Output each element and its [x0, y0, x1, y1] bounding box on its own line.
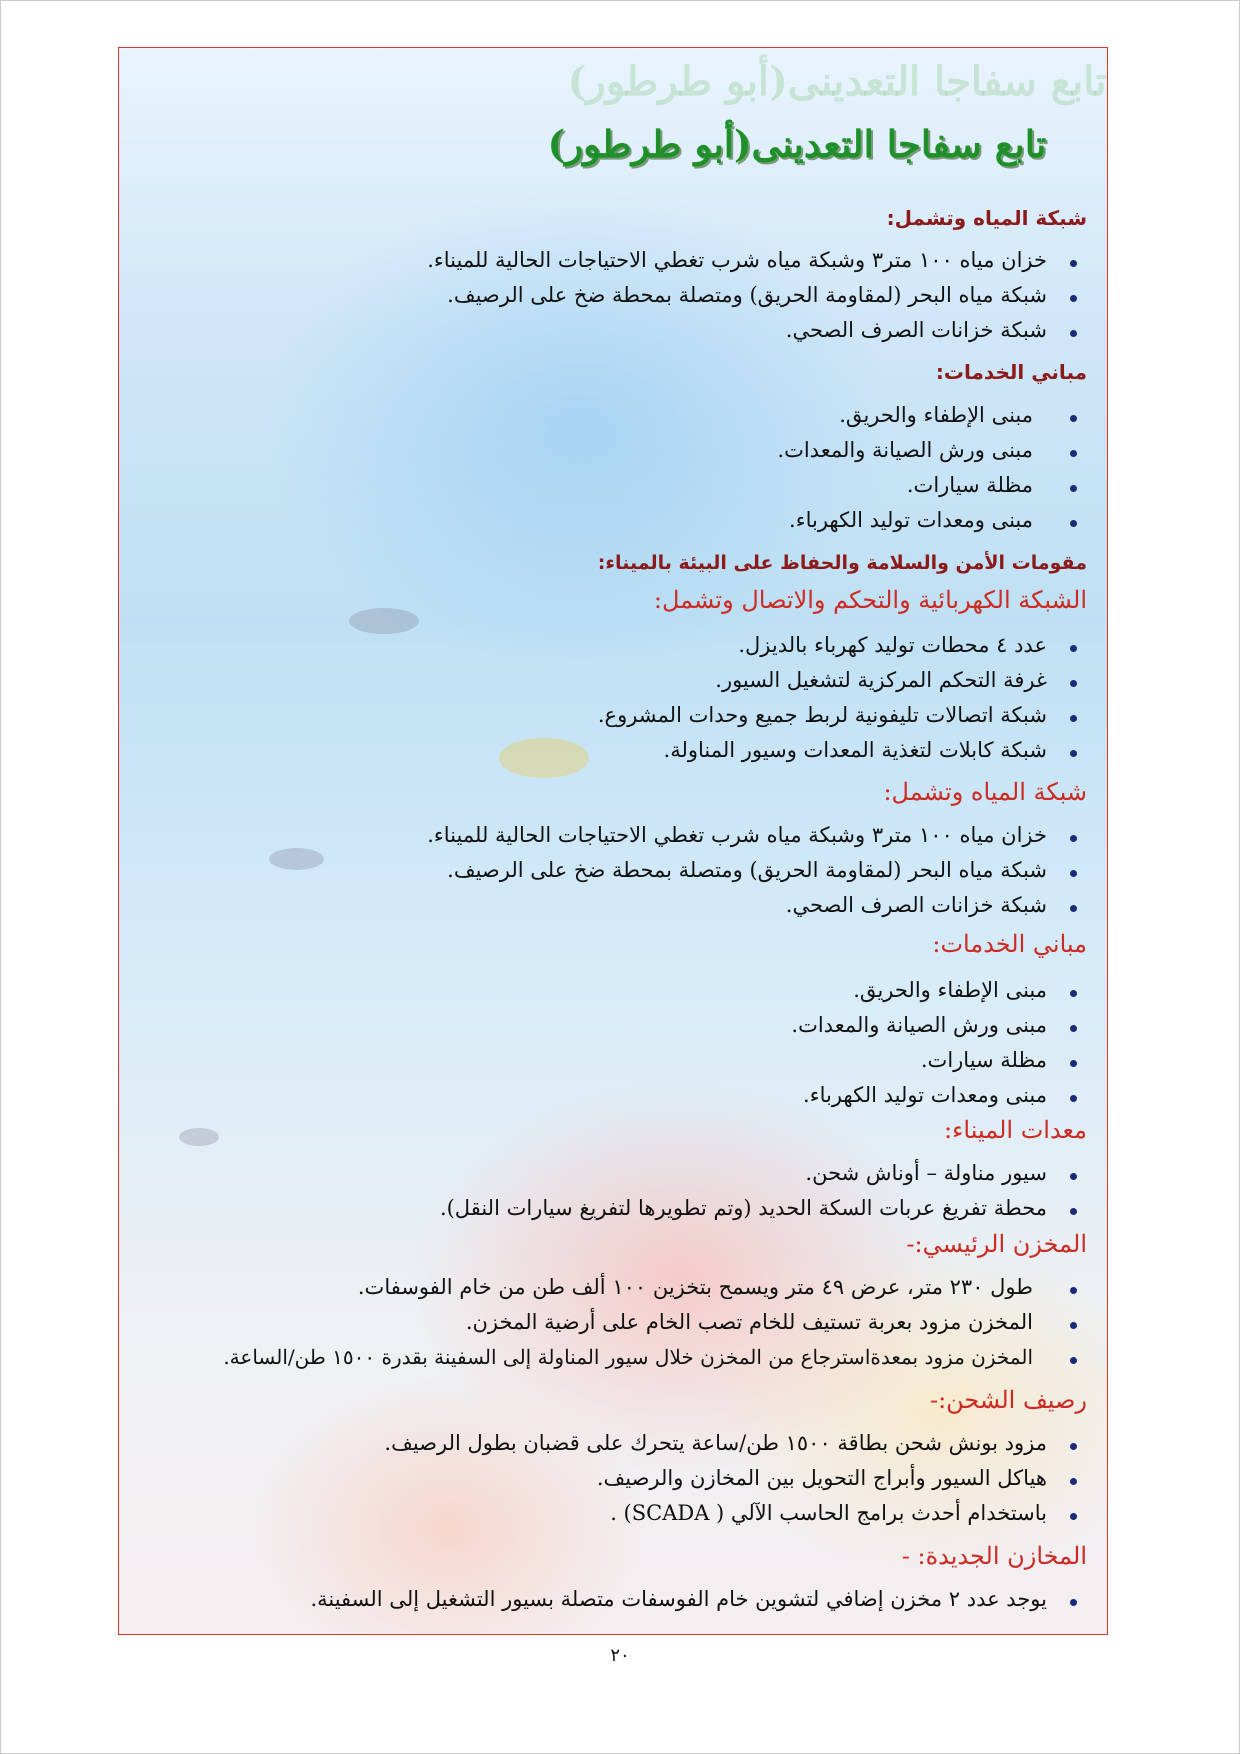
section-heading-safety: مقومات الأمن والسلامة والحفاظ على البيئة بالميناء:	[597, 552, 1087, 574]
section-heading-loading-quay: رصيف الشحن:-	[929, 1386, 1087, 1414]
list-item: يوجد عدد ٢ مخزن إضافي لتشوين خام الفوسفات متصلة بسيور التشغيل إلى السفينة.	[310, 1582, 1077, 1617]
list-item: غرفة التحكم المركزية لتشغيل السيور.	[598, 663, 1077, 698]
list-item: شبكة كابلات لتغذية المعدات وسيور المناولة.	[598, 733, 1077, 768]
list-item: هياكل السيور وأبراج التحويل بين المخازن والرصيف.	[384, 1461, 1077, 1496]
document-body	[119, 48, 1107, 1634]
section-heading-electrical-network: الشبكة الكهربائية والتحكم والاتصال وتشمل:	[653, 586, 1087, 614]
list-item: مبنى ورش الصيانة والمعدات.	[777, 433, 1077, 468]
list-item: خزان مياه ١٠٠ متر٣ وشبكة مياه شرب تغطي الاحتياجات الحالية للميناء.	[427, 243, 1077, 278]
list-item: المخزن مزود بمعدةاسترجاع من المخزن خلال سيور المناولة إلى السفينة بقدرة ١٥٠٠ طن/الساعة.	[223, 1340, 1077, 1375]
section-heading-service-buildings-2: مباني الخدمات:	[932, 930, 1087, 958]
section-heading-service-buildings: مباني الخدمات:	[935, 360, 1087, 384]
list-item: مزود بونش شحن بطاقة ١٥٠٠ طن/ساعة يتحرك على قضبان بطول الرصيف.	[384, 1426, 1077, 1461]
service-buildings-list	[777, 398, 1077, 538]
page-title: تابع سفاجا التعدينى(أبو طرطور)	[547, 122, 1047, 166]
content-frame	[118, 47, 1108, 1635]
list-item: مبنى الإطفاء والحريق.	[791, 973, 1077, 1008]
list-item: عدد ٤ محطات توليد كهرباء بالديزل.	[598, 628, 1077, 663]
list-item: محطة تفريغ عربات السكة الحديد (وتم تطويرها لتفريغ سيارات النقل).	[440, 1191, 1077, 1226]
port-equipment-list	[440, 1156, 1077, 1226]
section-heading-water-network-2: شبكة المياه وتشمل:	[883, 778, 1087, 806]
list-item: خزان مياه ١٠٠ متر٣ وشبكة مياه شرب تغطي الاحتياجات الحالية للميناء.	[427, 818, 1077, 853]
main-warehouse-list	[223, 1270, 1077, 1375]
electrical-network-list	[598, 628, 1077, 768]
list-item: طول ٢٣٠ متر، عرض ٤٩ متر ويسمح بتخزين ١٠٠ ألف طن من خام الفوسفات.	[223, 1270, 1077, 1305]
section-heading-main-warehouse: المخزن الرئيسي:-	[906, 1230, 1087, 1258]
water-network-list-2	[427, 818, 1077, 923]
list-item: سيور مناولة – أوناش شحن.	[440, 1156, 1077, 1191]
list-item: شبكة اتصالات تليفونية لربط جميع وحدات المشروع.	[598, 698, 1077, 733]
list-item: مبنى ومعدات توليد الكهرباء.	[777, 503, 1077, 538]
list-item: شبكة خزانات الصرف الصحي.	[427, 888, 1077, 923]
list-item: المخزن مزود بعربة تستيف للخام تصب الخام على أرضية المخزن.	[223, 1305, 1077, 1340]
list-item: شبكة خزانات الصرف الصحي.	[427, 313, 1077, 348]
list-item: مبنى ومعدات توليد الكهرباء.	[791, 1078, 1077, 1113]
section-heading-port-equipment: معدات الميناء:	[944, 1116, 1087, 1144]
new-warehouses-list	[310, 1582, 1077, 1617]
list-item: شبكة مياه البحر (لمقاومة الحريق) ومتصلة بمحطة ضخ على الرصيف.	[427, 853, 1077, 888]
list-item: شبكة مياه البحر (لمقاومة الحريق) ومتصلة بمحطة ضخ على الرصيف.	[427, 278, 1077, 313]
list-item: مبنى الإطفاء والحريق.	[777, 398, 1077, 433]
list-item: مبنى ورش الصيانة والمعدات.	[791, 1008, 1077, 1043]
section-heading-water-network: شبكة المياه وتشمل:	[886, 206, 1087, 230]
section-heading-new-warehouses: المخازن الجديدة: -	[901, 1542, 1087, 1570]
list-item: مظلة سيارات.	[777, 468, 1077, 503]
loading-quay-list	[384, 1426, 1077, 1531]
service-buildings-list-2	[791, 973, 1077, 1113]
list-item: مظلة سيارات.	[791, 1043, 1077, 1078]
page-number: ٢٠	[610, 1645, 630, 1666]
title-watermark: تابع سفاجا التعدينى(أبو طرطور)	[567, 58, 1107, 105]
list-item: باستخدام أحدث برامج الحاسب الآلي ( SCADA) .	[384, 1496, 1077, 1531]
water-network-list	[427, 243, 1077, 348]
